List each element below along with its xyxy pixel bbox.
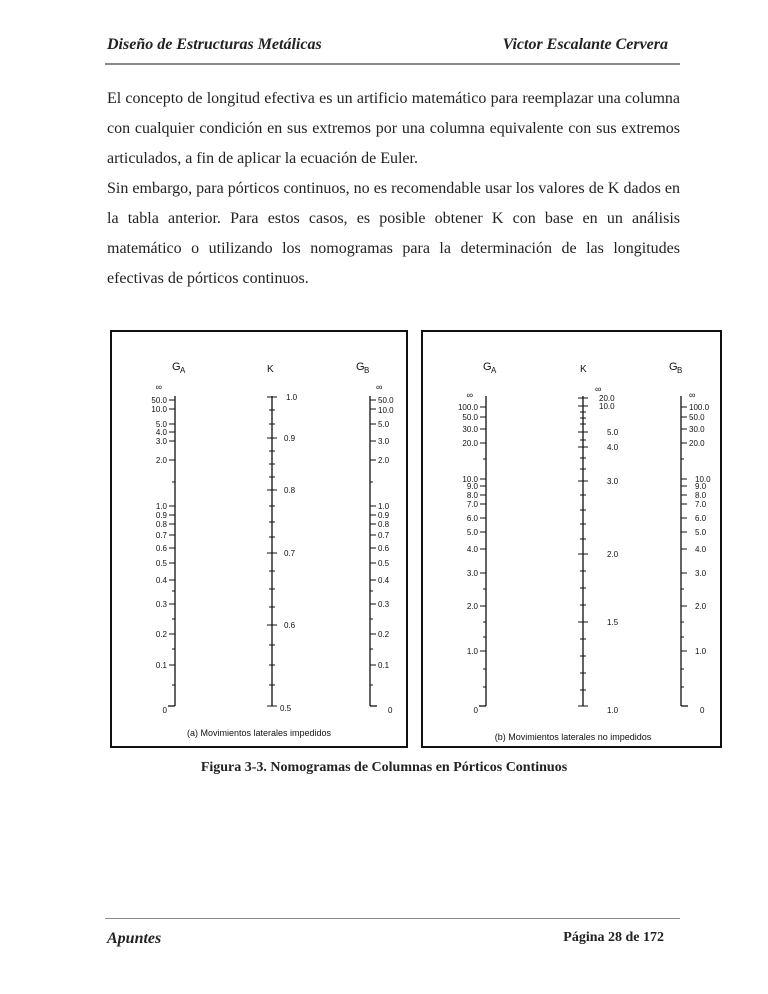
k-label: 0.8 <box>284 486 296 495</box>
ga-labels <box>151 382 167 715</box>
nomogram-panel-a <box>110 330 408 748</box>
heading-gb-sub: B <box>677 366 683 375</box>
header-author: Victor Escalante Cervera <box>502 36 668 53</box>
gb-label: 0 <box>388 706 393 715</box>
k-label: 4.0 <box>607 443 619 452</box>
ga-label: 0 <box>473 706 478 715</box>
k-label: 1.0 <box>286 393 298 402</box>
ga-label: 2.0 <box>155 456 167 465</box>
gb-label: 50.0 <box>689 413 705 422</box>
panel-b-caption: (b) Movimientos laterales no impedidos <box>494 732 652 742</box>
ga-label: 50.0 <box>462 413 478 422</box>
ga-label: 20.0 <box>462 439 478 448</box>
gb-label: 0.1 <box>378 661 390 670</box>
ga-label: 0.2 <box>155 630 167 639</box>
ga-label: 3.0 <box>466 569 478 578</box>
k-label: 5.0 <box>607 428 619 437</box>
ga-label: 0.9 <box>155 511 167 520</box>
ga-ticks <box>169 400 175 685</box>
ga-label: 4.0 <box>155 428 167 437</box>
gb-label: 4.0 <box>695 545 707 554</box>
ga-label: ∞ <box>155 382 162 392</box>
ga-label: 0.1 <box>155 661 167 670</box>
gb-label: 0.2 <box>378 630 390 639</box>
gb-label: 20.0 <box>689 439 705 448</box>
gb-label: 1.0 <box>378 502 390 511</box>
k-label: 2.0 <box>607 550 619 559</box>
heading-ga: G <box>483 361 492 373</box>
gb-label: 0.8 <box>378 520 390 529</box>
ga-label: 7.0 <box>466 500 478 509</box>
gb-label: 5.0 <box>378 420 390 429</box>
k-label: 0.6 <box>284 621 296 630</box>
k-label: 0.5 <box>280 704 292 713</box>
ga-label: 6.0 <box>466 514 478 523</box>
heading-ga-sub: A <box>180 366 186 375</box>
k-label: 1.0 <box>607 706 619 715</box>
k-label: 20.0 <box>599 394 615 403</box>
k-label: 1.5 <box>607 618 619 627</box>
heading-gb: G <box>356 361 365 373</box>
gb-label: ∞ <box>689 390 696 400</box>
gb-label: 1.0 <box>695 647 707 656</box>
page-number: Página 28 de 172 <box>563 930 664 945</box>
gb-label: 0.5 <box>378 559 390 568</box>
gb-label: 5.0 <box>695 528 707 537</box>
ga-label: 30.0 <box>462 425 478 434</box>
gb-label: 10.0 <box>378 406 394 415</box>
footer-rule <box>105 918 680 919</box>
gb-label: 10.0 <box>695 475 711 484</box>
gb-ticks <box>370 400 376 685</box>
paragraph-continuous-frames: Sin embargo, para pórticos continuos, no es recomendable usar los valores de K dados en la tabla anterior. Para estos casos, es posible obtener K con base en un análisis matemático o utilizando los nomogramas para la determinación de las longitudes efectivas de pórticos continuos. <box>107 180 680 287</box>
ga-label: 1.0 <box>466 647 478 656</box>
nomogram-a-drawing <box>112 332 406 746</box>
gb-labels <box>689 390 711 715</box>
gb-label: 50.0 <box>378 396 394 405</box>
gb-label: 30.0 <box>689 425 705 434</box>
gb-label: 0.9 <box>378 511 390 520</box>
gb-label: 2.0 <box>695 602 707 611</box>
gb-label: ∞ <box>376 382 383 392</box>
ga-label: 5.0 <box>155 420 167 429</box>
gb-label: 6.0 <box>695 514 707 523</box>
panel-a-caption: (a) Movimientos laterales impedidos <box>186 728 332 738</box>
k-label: ∞ <box>595 384 602 394</box>
ga-label: 0.6 <box>155 544 167 553</box>
k-label: 0.9 <box>284 434 296 443</box>
nomogram-panel-b <box>421 330 722 748</box>
k-labels <box>595 384 619 715</box>
ga-labels <box>458 390 479 715</box>
ga-label: 50.0 <box>151 396 167 405</box>
gb-label: 2.0 <box>378 456 390 465</box>
gb-label: 0.4 <box>378 576 390 585</box>
body-text <box>107 84 680 294</box>
ga-label: 0.8 <box>155 520 167 529</box>
gb-label: 0.6 <box>378 544 390 553</box>
heading-gb-sub: B <box>364 366 370 375</box>
ga-label: 0.4 <box>155 576 167 585</box>
ga-label: 0.3 <box>155 600 167 609</box>
header-title: Diseño de Estructuras Metálicas <box>107 36 322 53</box>
ga-label: 100.0 <box>457 403 478 412</box>
ga-label: ∞ <box>466 390 473 400</box>
ga-label: 2.0 <box>466 602 478 611</box>
gb-label: 7.0 <box>695 500 707 509</box>
gb-label: 3.0 <box>695 569 707 578</box>
figure-caption: Figura 3-3. Nomogramas de Columnas en Pórticos Continuos <box>200 760 568 775</box>
gb-label: 9.0 <box>695 482 707 491</box>
heading-ga: G <box>172 361 181 373</box>
heading-k: K <box>580 364 587 375</box>
heading-ga-sub: A <box>491 366 497 375</box>
k-label: 0.7 <box>284 549 296 558</box>
gb-labels <box>376 382 394 715</box>
nomogram-b-drawing <box>423 332 720 746</box>
gb-label: 3.0 <box>378 437 390 446</box>
ga-label: 10.0 <box>151 405 167 414</box>
gb-label: 0 <box>700 706 705 715</box>
gb-label: 0.7 <box>378 531 390 540</box>
k-labels <box>280 393 298 713</box>
ga-ticks <box>480 407 486 687</box>
gb-ticks <box>681 407 687 687</box>
ga-label: 3.0 <box>155 437 167 446</box>
footer-label: Apuntes <box>107 930 162 947</box>
ga-label: 1.0 <box>155 502 167 511</box>
ga-label: 0.5 <box>155 559 167 568</box>
gb-label: 8.0 <box>695 491 707 500</box>
gb-label: 0.3 <box>378 600 390 609</box>
heading-k: K <box>267 364 274 375</box>
heading-gb: G <box>669 361 678 373</box>
k-label: 3.0 <box>607 477 619 486</box>
ga-label: 0 <box>162 706 167 715</box>
paragraph-effective-length: El concepto de longitud efectiva es un artificio matemático para reemplazar una columna con cualquier condición en sus extremos por una columna equivalente con sus extremos articulados, a fin de aplicar la ecuación de Euler. <box>107 90 680 167</box>
gb-label: 100.0 <box>689 403 710 412</box>
header-rule <box>105 63 680 65</box>
ga-label: 0.7 <box>155 531 167 540</box>
ga-label: 9.0 <box>466 482 478 491</box>
k-label: 10.0 <box>599 402 615 411</box>
ga-label: 4.0 <box>466 545 478 554</box>
ga-label: 10.0 <box>462 475 478 484</box>
ga-label: 8.0 <box>466 491 478 500</box>
ga-label: 5.0 <box>466 528 478 537</box>
